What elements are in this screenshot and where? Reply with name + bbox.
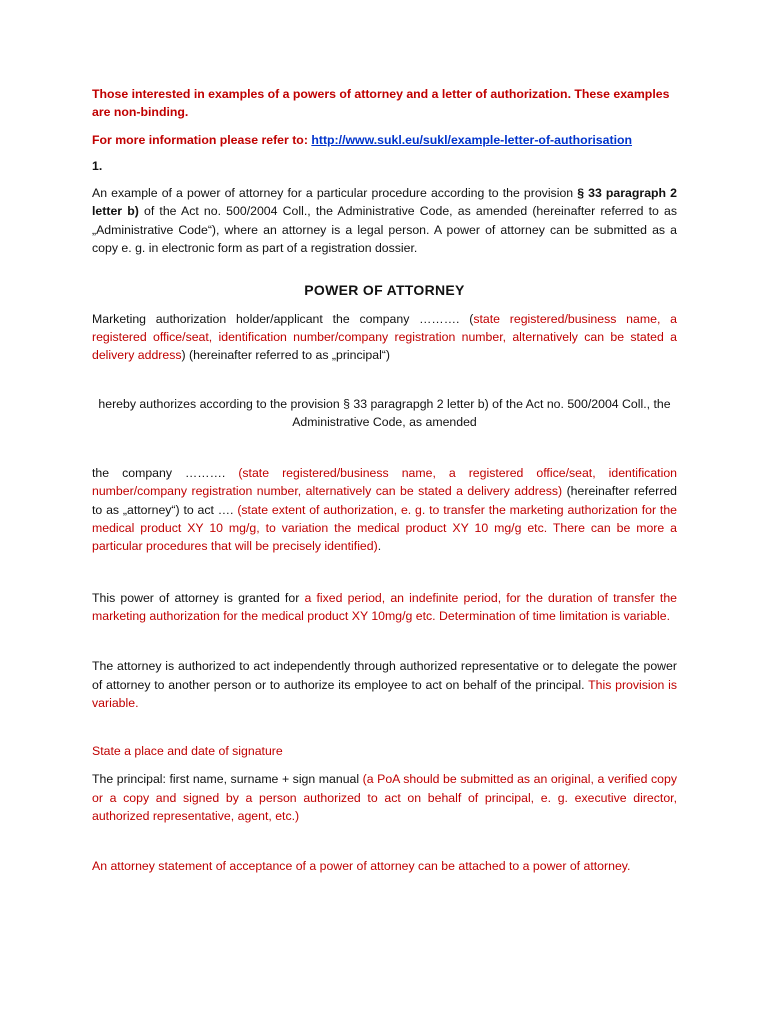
example-provision: § 33 paragraph 2 letter b) xyxy=(92,186,677,219)
period-text-1: This power of attorney is granted for xyxy=(92,590,305,605)
delegate-variable: This provision is variable. xyxy=(92,677,677,710)
place-date-label: State a place and date of signature xyxy=(92,744,283,759)
principal-text-3: ) (hereinafter referred to as „principal“) xyxy=(181,348,390,363)
attorney-text-1: the company ………. xyxy=(92,466,239,481)
intro-notice: Those interested in examples of a powers of attorney and a letter of authorization. These examples are non-binding. xyxy=(92,87,670,120)
period-paragraph xyxy=(92,589,677,626)
example-text-2: of the Act no. 500/2004 Coll., the Administrative Code, as amended (hereinafter referred to as „Administrative Code“), where an attorney is a legal person. A power of attorney can be submitted as a copy e. g. in electronic form as part of a registration dossier. xyxy=(92,204,678,256)
signature-text-1: The principal: first name, surname + sign manual xyxy=(92,772,363,787)
principal-paragraph xyxy=(92,310,677,365)
signature-details: (a PoA should be submitted as an original, a verified copy or a copy and signed by a person authorized to act on behalf of principal, e. g. executive director, authorized representative, agent, etc.) xyxy=(92,772,677,824)
example-paragraph xyxy=(92,184,677,257)
attorney-details: (state registered/business name, a registered office/seat, identification number/company registration number, alternatively can be stated a delivery address) xyxy=(92,466,677,499)
attorney-text-5: . xyxy=(377,539,382,554)
document-title: POWER OF ATTORNEY xyxy=(304,282,465,299)
principal-details: state registered/business name, a registered office/seat, identification number/company registration number, alternatively can be stated a delivery address xyxy=(92,311,677,363)
attorney-paragraph xyxy=(92,464,677,555)
example-text-1: An example of a power of attorney for a particular procedure according to the provision xyxy=(92,186,578,201)
attorney-text-3: (hereinafter referred to as „attorney“) to act …. xyxy=(92,484,677,517)
section-number: 1. xyxy=(92,158,103,173)
delegate-text-1: The attorney is authorized to act independently through authorized representative or to delegate the power of attorney to another person or to authorize its employee to act on behalf of the principal. xyxy=(92,659,677,692)
info-line xyxy=(92,131,677,149)
attorney-extent: (state extent of authorization, e. g. to transfer the marketing authorization for the medical product XY 10 mg/g, to variation the medical product XY 10 mg/g etc. There can be more a particular procedures that will be precisely identified) xyxy=(92,502,677,554)
authorizes-statement: hereby authorizes according to the provision § 33 paragrapgh 2 letter b) of the Act no. 500/2004 Coll., the Administrative Code, as amended xyxy=(98,396,671,429)
info-link[interactable]: http://www.sukl.eu/sukl/example-letter-of-authorisation xyxy=(311,132,633,147)
period-details: a fixed period, an indefinite period, for the duration of transfer the marketing authorization for the medical product XY 10mg/g etc. Determination of time limitation is variable. xyxy=(92,590,678,623)
delegate-paragraph xyxy=(92,657,677,712)
signature-paragraph xyxy=(92,770,677,825)
principal-text-1: Marketing authorization holder/applicant the company ………. ( xyxy=(92,311,474,326)
acceptance-statement: An attorney statement of acceptance of a power of attorney can be attached to a power of attorney. xyxy=(92,859,631,874)
info-label: For more information please refer to: xyxy=(92,132,312,147)
